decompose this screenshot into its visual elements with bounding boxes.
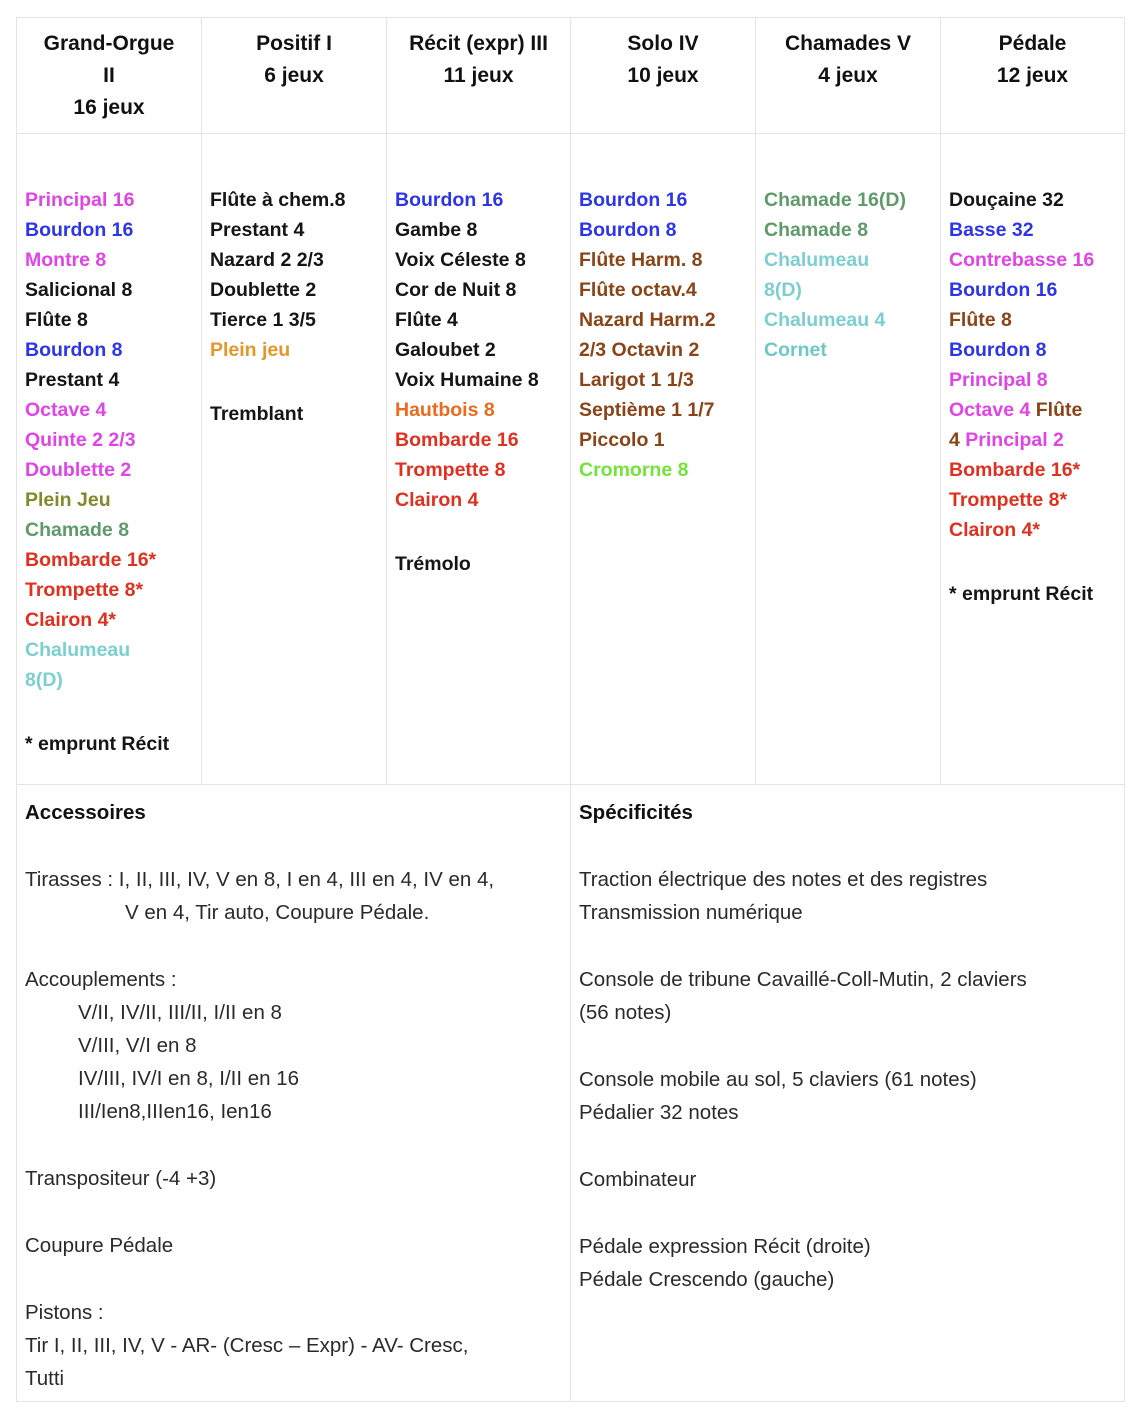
stop-item: Bourdon 16 xyxy=(395,189,504,211)
stop-item: Douçaine 32 xyxy=(949,189,1064,211)
stop-item: Prestant 4 xyxy=(210,219,305,241)
stops-row xyxy=(17,133,1124,785)
stop-item: Trompette 8* xyxy=(25,579,144,601)
stop-item: Cornet xyxy=(764,339,827,361)
specificites-section xyxy=(571,784,1124,1401)
division-name: Grand-Orgue xyxy=(43,32,175,55)
coupure-pedale: Coupure Pédale xyxy=(25,1234,174,1257)
stop-item: Chalumeau xyxy=(764,249,870,271)
stop-item: Bourdon 16 xyxy=(25,219,134,241)
stop-item: Galoubet 2 xyxy=(395,339,496,361)
stops-solo xyxy=(571,133,756,784)
transpositeur: Transpositeur (-4 +3) xyxy=(25,1167,217,1190)
stop-item: Bombarde 16* xyxy=(949,459,1081,481)
specificites-title: Spécificités xyxy=(579,801,693,824)
organ-specification-table xyxy=(16,17,1125,1402)
stop-item: Flûte octav.4 xyxy=(579,279,697,301)
stop-item: Salicional 8 xyxy=(25,279,133,301)
stop-item: Octave 4 xyxy=(25,399,107,421)
stop-item: Tierce 1 3/5 xyxy=(210,309,316,331)
division-count: 4 jeux xyxy=(818,64,878,87)
division-count: 16 jeux xyxy=(73,96,145,119)
stop-item: Voix Humaine 8 xyxy=(395,369,539,391)
division-count: 10 jeux xyxy=(627,64,699,87)
division-name: Chamades V xyxy=(784,32,912,55)
stop-item: Flûte 4 xyxy=(395,309,458,331)
stop-item: Flûte 8 xyxy=(25,309,88,331)
stop-item: Voix Céleste 8 xyxy=(395,249,526,271)
stop-item: Flûte à chem.8 xyxy=(210,189,346,211)
stop-item: Chamade 8 xyxy=(764,219,869,241)
stop-item: Nazard 2 2/3 xyxy=(210,249,324,271)
stop-item: Bourdon 8 xyxy=(949,339,1047,361)
stop-item: Larigot 1 1/3 xyxy=(579,369,694,391)
division-name: Pédale xyxy=(998,32,1067,55)
header-grand-orgue xyxy=(17,18,202,133)
header-recit xyxy=(387,18,571,133)
stop-item: 8(D) xyxy=(25,669,63,691)
spec-line: (56 notes) xyxy=(579,1001,672,1024)
stop-item: Bombarde 16 xyxy=(395,429,519,451)
accouplement-item: V/III, V/I en 8 xyxy=(78,1034,197,1057)
stop-item: Bourdon 8 xyxy=(579,219,677,241)
spec-line: Combinateur xyxy=(579,1168,697,1191)
division-name: Solo IV xyxy=(627,32,699,55)
stop-item: 8(D) xyxy=(764,279,802,301)
division-name: Récit (expr) III xyxy=(409,32,548,55)
spec-line: Transmission numérique xyxy=(579,901,803,924)
stop-item: Prestant 4 xyxy=(25,369,120,391)
accouplement-item: III/Ien8,IIIen16, Ien16 xyxy=(78,1100,272,1123)
stop-item: Bourdon 16 xyxy=(949,279,1058,301)
stop-item: Clairon 4* xyxy=(949,519,1041,541)
stop-item: Cor de Nuit 8 xyxy=(395,279,517,301)
stops-grand-orgue xyxy=(17,133,202,784)
stop-item: Basse 32 xyxy=(949,219,1034,241)
stop-item: Chamade 16(D) xyxy=(764,189,906,211)
accouplement-item: IV/III, IV/I en 8, I/II en 16 xyxy=(78,1067,300,1090)
stop-item: Plein Jeu xyxy=(25,489,111,511)
stop-item: Trompette 8* xyxy=(949,489,1068,511)
stop-item: Chamade 8 xyxy=(25,519,130,541)
stop-item: Plein jeu xyxy=(210,339,291,361)
stop-item: Flûte Harm. 8 xyxy=(579,249,703,271)
details-row xyxy=(17,784,1124,1401)
spec-line: Pédale expression Récit (droite) xyxy=(579,1235,871,1258)
tirasses-line: V en 4, Tir auto, Coupure Pédale. xyxy=(125,901,430,924)
accouplement-item: V/II, IV/II, III/II, I/II en 8 xyxy=(78,1001,282,1024)
stop-item: Nazard Harm.2 xyxy=(579,309,716,331)
stop-item: Gambe 8 xyxy=(395,219,478,241)
stop-item: Chalumeau 4 xyxy=(764,309,886,331)
division-manual: II xyxy=(103,64,115,87)
stop-item: Piccolo 1 xyxy=(579,429,665,451)
division-count: 12 jeux xyxy=(996,64,1069,87)
stops-recit xyxy=(387,133,571,784)
pistons-line: Tir I, II, III, IV, V - AR- (Cresc – Expr) - AV- Cresc, xyxy=(25,1334,469,1357)
header-positif xyxy=(202,18,387,133)
stop-item: Doublette 2 xyxy=(25,459,132,481)
division-header-row xyxy=(17,18,1124,134)
spec-line: Console de tribune Cavaillé-Coll-Mutin, 2 claviers xyxy=(579,968,1027,991)
stop-item: 2/3 Octavin 2 xyxy=(579,339,700,361)
spec-line: Pédale Crescendo (gauche) xyxy=(579,1268,835,1291)
stop-item: Doublette 2 xyxy=(210,279,317,301)
stops-chamades xyxy=(756,133,941,784)
accouplements-title: Accouplements : xyxy=(25,968,177,991)
stop-item: Montre 8 xyxy=(25,249,107,271)
tremolo-label: Trémolo xyxy=(395,553,471,575)
stop-item: Principal 16 xyxy=(25,189,135,211)
stop-item: Bourdon 8 xyxy=(25,339,123,361)
stops-pedale xyxy=(941,133,1124,784)
stop-item: Chalumeau xyxy=(25,639,131,661)
tremblant-label: Tremblant xyxy=(210,403,304,425)
stops-positif xyxy=(202,133,387,784)
header-chamades xyxy=(756,18,941,133)
stop-item: Principal 8 xyxy=(949,369,1048,391)
accessoires-title: Accessoires xyxy=(25,801,146,824)
stop-item: Clairon 4* xyxy=(25,609,117,631)
stop-item: Cromorne 8 xyxy=(579,459,689,481)
stop-item: Hautbois 8 xyxy=(395,399,495,421)
stop-item: Bourdon 16 xyxy=(579,189,688,211)
footnote-emprunt-recit: * emprunt Récit xyxy=(949,583,1094,605)
footnote-emprunt-recit: * emprunt Récit xyxy=(25,733,170,755)
accessoires-section xyxy=(17,784,571,1401)
division-count: 11 jeux xyxy=(443,64,514,87)
header-pedale xyxy=(941,18,1124,133)
header-solo xyxy=(571,18,756,133)
spec-line: Pédalier 32 notes xyxy=(579,1101,739,1124)
stop-item: Contrebasse 16 xyxy=(949,249,1095,271)
stop-item: Clairon 4 xyxy=(395,489,479,511)
division-count: 6 jeux xyxy=(264,64,324,87)
stop-item: Bombarde 16* xyxy=(25,549,157,571)
stop-item: Flûte 8 xyxy=(949,309,1012,331)
spec-line: Traction électrique des notes et des registres xyxy=(579,868,988,891)
stop-item: 4 Principal 2 xyxy=(949,429,1064,451)
spec-line: Console mobile au sol, 5 claviers (61 notes) xyxy=(579,1068,977,1091)
stop-item: Trompette 8 xyxy=(395,459,506,481)
stop-item: Quinte 2 2/3 xyxy=(25,429,136,451)
division-name: Positif I xyxy=(256,32,332,55)
pistons-line: Tutti xyxy=(25,1367,65,1390)
tirasses-line: Tirasses : I, II, III, IV, V en 8, I en 4, III en 4, IV en 4, xyxy=(25,868,495,891)
pistons-title: Pistons : xyxy=(25,1301,104,1324)
stop-item: Octave 4 Flûte xyxy=(949,399,1083,421)
stop-item: Septième 1 1/7 xyxy=(579,399,715,421)
